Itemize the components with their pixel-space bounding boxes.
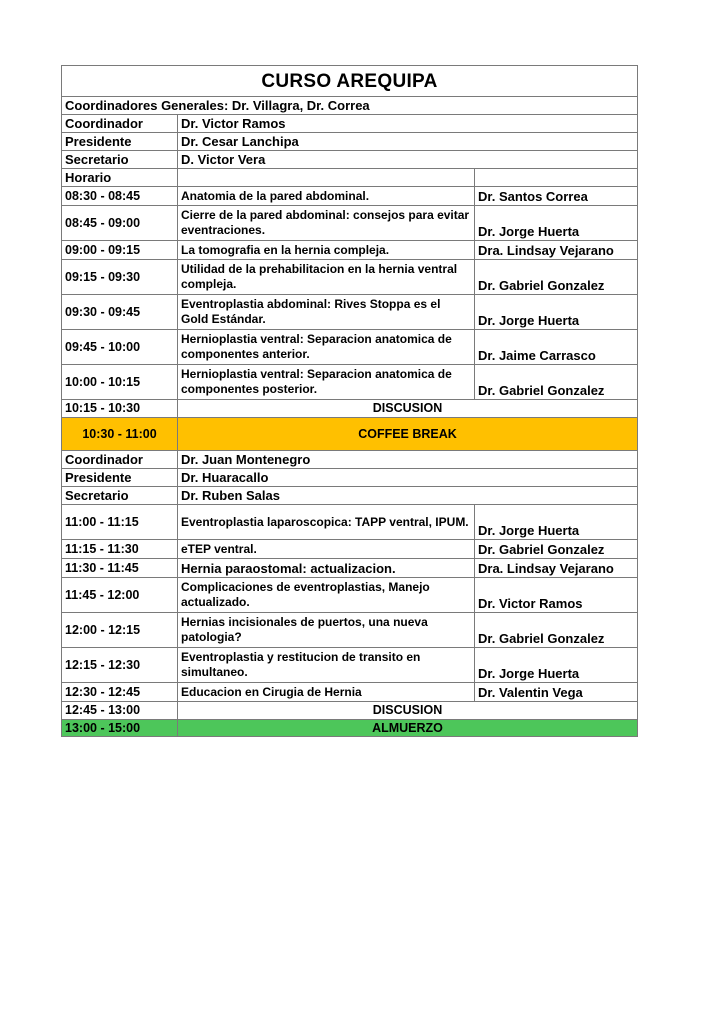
session-row — [62, 365, 638, 400]
session-row — [62, 559, 638, 578]
session-row — [62, 540, 638, 559]
session-row — [62, 683, 638, 702]
discussion-row — [62, 702, 638, 720]
session-time: 11:00 - 11:15 — [62, 505, 178, 540]
session-time: 12:15 - 12:30 — [62, 648, 178, 683]
role-row — [62, 115, 638, 133]
role-row — [62, 487, 638, 505]
session-topic: Hernia paraostomal: actualizacion. — [178, 559, 475, 578]
horario-label: Horario — [62, 169, 178, 187]
role-label: Secretario — [62, 151, 178, 169]
role-name: D. Victor Vera — [178, 151, 638, 169]
role-row — [62, 469, 638, 487]
session-time: 12:00 - 12:15 — [62, 613, 178, 648]
session-time: 10:00 - 10:15 — [62, 365, 178, 400]
session-speaker: Dr. Jorge Huerta — [475, 505, 638, 540]
general-coordinators: Coordinadores Generales: Dr. Villagra, Dr. Correa — [62, 97, 638, 115]
session-time: 08:45 - 09:00 — [62, 206, 178, 241]
coffee-break-row — [62, 418, 638, 451]
discussion-time: 10:15 - 10:30 — [62, 400, 178, 418]
role-name: Dr. Cesar Lanchipa — [178, 133, 638, 151]
role-label: Presidente — [62, 469, 178, 487]
empty-cell — [475, 169, 638, 187]
session-time: 11:30 - 11:45 — [62, 559, 178, 578]
lunch-row — [62, 720, 638, 737]
session-topic: Anatomia de la pared abdominal. — [178, 187, 475, 206]
session-speaker: Dra. Lindsay Vejarano — [475, 241, 638, 260]
session-row — [62, 330, 638, 365]
role-label: Presidente — [62, 133, 178, 151]
role-label: Coordinador — [62, 115, 178, 133]
session-speaker: Dra. Lindsay Vejarano — [475, 559, 638, 578]
session-speaker: Dr. Jaime Carrasco — [475, 330, 638, 365]
page-title: CURSO AREQUIPA — [62, 66, 638, 97]
session-speaker: Dr. Santos Correa — [475, 187, 638, 206]
role-label: Secretario — [62, 487, 178, 505]
session-row — [62, 578, 638, 613]
schedule-document — [61, 65, 637, 737]
session-topic: Hernioplastia ventral: Separacion anatomica de componentes posterior. — [178, 365, 475, 400]
coffee-break-label: COFFEE BREAK — [178, 418, 638, 451]
role-row — [62, 451, 638, 469]
session-time: 09:45 - 10:00 — [62, 330, 178, 365]
session-speaker: Dr. Jorge Huerta — [475, 206, 638, 241]
discussion-row — [62, 400, 638, 418]
lunch-label: ALMUERZO — [178, 720, 638, 737]
session-topic: Eventroplastia abdominal: Rives Stoppa es el Gold Estándar. — [178, 295, 475, 330]
role-name: Dr. Huaracallo — [178, 469, 638, 487]
session-time: 11:15 - 11:30 — [62, 540, 178, 559]
session-speaker: Dr. Jorge Huerta — [475, 295, 638, 330]
session-topic: Eventroplastia y restitucion de transito en simultaneo. — [178, 648, 475, 683]
session-topic: Utilidad de la prehabilitacion en la hernia ventral compleja. — [178, 260, 475, 295]
session-row — [62, 187, 638, 206]
session-speaker: Dr. Victor Ramos — [475, 578, 638, 613]
role-row — [62, 151, 638, 169]
session-speaker: Dr. Gabriel Gonzalez — [475, 365, 638, 400]
session-row — [62, 613, 638, 648]
session-row — [62, 241, 638, 260]
session-speaker: Dr. Jorge Huerta — [475, 648, 638, 683]
session-time: 09:15 - 09:30 — [62, 260, 178, 295]
session-topic: Educacion en Cirugia de Hernia — [178, 683, 475, 702]
session-speaker: Dr. Gabriel Gonzalez — [475, 613, 638, 648]
discussion-time: 12:45 - 13:00 — [62, 702, 178, 720]
session-time: 09:00 - 09:15 — [62, 241, 178, 260]
session-row — [62, 295, 638, 330]
session-speaker: Dr. Valentin Vega — [475, 683, 638, 702]
lunch-time: 13:00 - 15:00 — [62, 720, 178, 737]
session-time: 12:30 - 12:45 — [62, 683, 178, 702]
role-label: Coordinador — [62, 451, 178, 469]
session-row — [62, 260, 638, 295]
role-name: Dr. Victor Ramos — [178, 115, 638, 133]
session-speaker: Dr. Gabriel Gonzalez — [475, 540, 638, 559]
role-name: Dr. Juan Montenegro — [178, 451, 638, 469]
session-time: 09:30 - 09:45 — [62, 295, 178, 330]
session-topic: Complicaciones de eventroplastias, Manejo actualizado. — [178, 578, 475, 613]
discussion-label: DISCUSION — [178, 702, 638, 720]
session-topic: La tomografia en la hernia compleja. — [178, 241, 475, 260]
horario-header-row — [62, 169, 638, 187]
session-topic: eTEP ventral. — [178, 540, 475, 559]
session-time: 08:30 - 08:45 — [62, 187, 178, 206]
session-row — [62, 206, 638, 241]
session-topic: Cierre de la pared abdominal: consejos para evitar eventraciones. — [178, 206, 475, 241]
session-topic: Hernias incisionales de puertos, una nueva patologia? — [178, 613, 475, 648]
session-topic: Hernioplastia ventral: Separacion anatomica de componentes anterior. — [178, 330, 475, 365]
session-topic: Eventroplastia laparoscopica: TAPP ventral, IPUM. — [178, 505, 475, 540]
role-row — [62, 133, 638, 151]
schedule-table — [61, 65, 638, 737]
coffee-break-time: 10:30 - 11:00 — [62, 418, 178, 451]
discussion-label: DISCUSION — [178, 400, 638, 418]
session-row — [62, 505, 638, 540]
session-row — [62, 648, 638, 683]
session-time: 11:45 - 12:00 — [62, 578, 178, 613]
session-speaker: Dr. Gabriel Gonzalez — [475, 260, 638, 295]
role-name: Dr. Ruben Salas — [178, 487, 638, 505]
empty-cell — [178, 169, 475, 187]
